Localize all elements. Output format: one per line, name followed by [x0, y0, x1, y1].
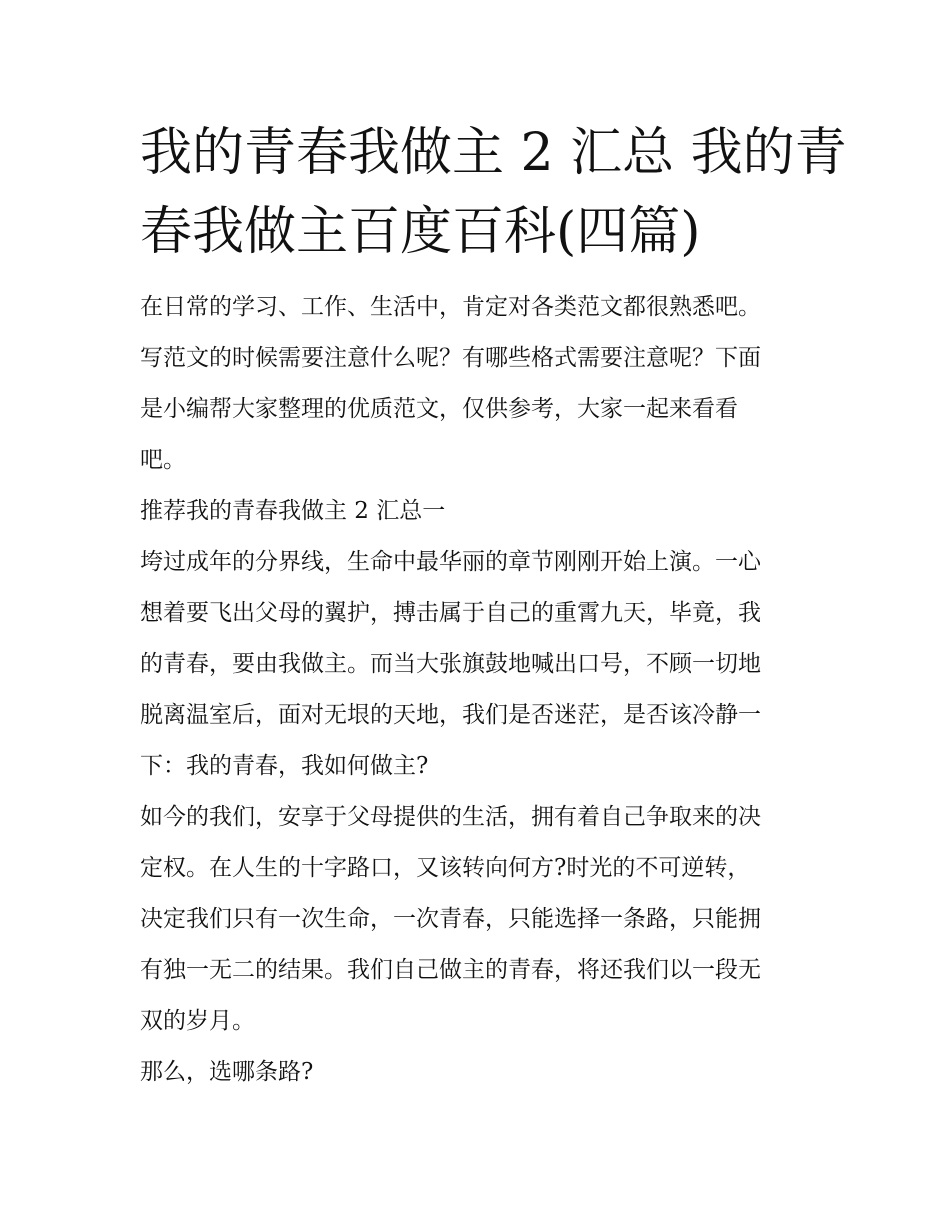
- title-line: 春我做主百度百科(四篇): [140, 202, 701, 262]
- document-title: [140, 114, 847, 272]
- title-line: 我的青春我做主 2 汇总 我的青: [140, 123, 847, 183]
- body-line: 脱离温室后，面对无垠的天地，我们是否迷茫，是否该冷静一: [140, 702, 761, 728]
- body-line: 定权。在人生的十字路口，又该转向何方?时光的不可逆转，: [140, 855, 751, 881]
- body-line: 在日常的学习、工作、生活中，肯定对各类范文都很熟悉吧。: [140, 294, 761, 320]
- body-line: 的青春，要由我做主。而当大张旗鼓地喊出口号，不顾一切地: [140, 651, 761, 677]
- body-line: 下：我的青春，我如何做主?: [140, 753, 429, 779]
- body-line: 垮过成年的分界线，生命中最华丽的章节刚刚开始上演。一心: [140, 549, 761, 575]
- body-line: 决定我们只有一次生命，一次青春，只能选择一条路，只能拥: [140, 906, 761, 932]
- body-line: 想着要飞出父母的翼护，搏击属于自己的重霄九天，毕竟，我: [140, 600, 761, 626]
- body-line: 吧。: [140, 447, 186, 473]
- body-line: 有独一无二的结果。我们自己做主的青春，将还我们以一段无: [140, 957, 761, 983]
- body-line: 双的岁月。: [140, 1008, 255, 1034]
- body-line: 写范文的时候需要注意什么呢？有哪些格式需要注意呢？下面: [140, 345, 761, 371]
- body-line: 那么，选哪条路?: [140, 1059, 314, 1085]
- section-heading: 推荐我的青春我做主 2 汇总一: [140, 498, 446, 524]
- document-body: [140, 282, 820, 1098]
- body-line: 是小编帮大家整理的优质范文，仅供参考，大家一起来看看: [140, 396, 738, 422]
- body-line: 如今的我们，安享于父母提供的生活，拥有着自己争取来的决: [140, 804, 761, 830]
